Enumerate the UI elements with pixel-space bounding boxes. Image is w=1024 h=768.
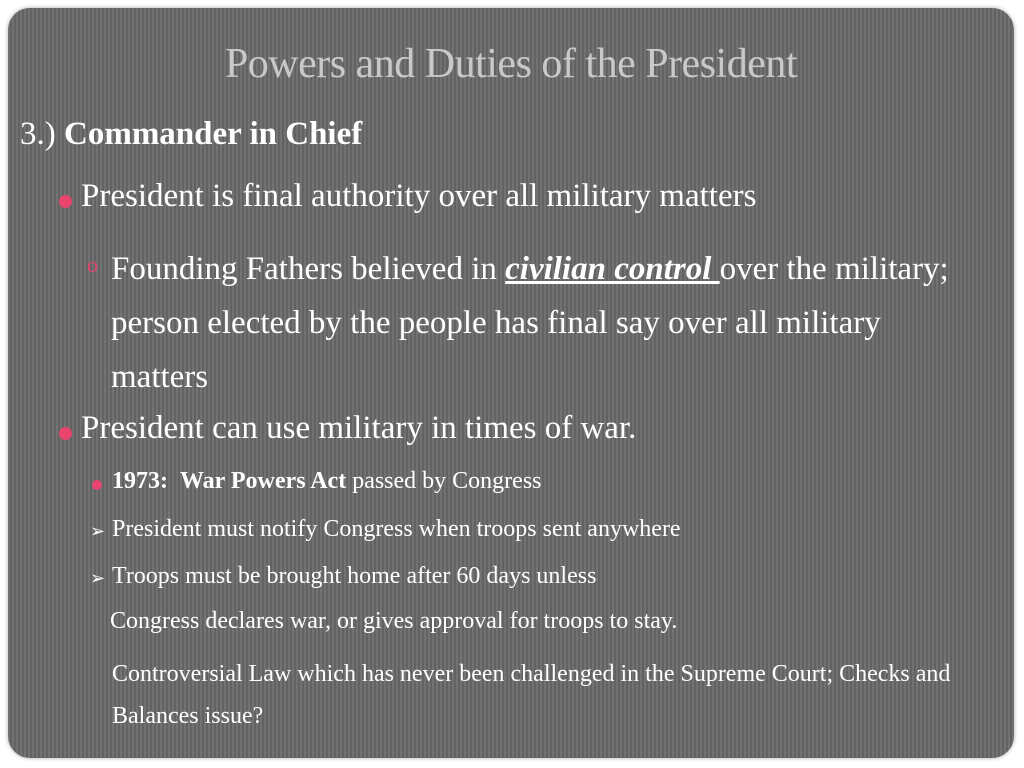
arrow-bullet-icon: ➢ [90,568,106,589]
section-number: 3.) [20,116,56,152]
section-heading [20,116,362,153]
slide [8,8,1014,758]
arrow-item-notify: President must notify Congress when troops sent anywhere [112,516,681,542]
bullet-dot-icon [59,427,72,440]
sub-bullet-civilian-control [111,242,971,404]
bullet-final-authority: President is final authority over all military matters [81,178,757,214]
bullet-times-of-war: President can use military in times of war. [81,410,637,446]
civilian-control-lead: Founding Fathers believed in [111,251,506,287]
arrow-item-sixty-days: Troops must be brought home after 60 days unless [112,563,597,589]
controversy-note: Controversial Law which has never been challenged in the Supreme Court; Checks and Balances issue? [112,661,951,729]
act-rest: passed by Congress [346,468,542,494]
civilian-control-term: civilian control [505,251,720,287]
arrow-bullet-icon: ➢ [90,521,106,542]
bullet-dot-icon [59,195,72,208]
continuation-text: Congress declares war, or gives approval for troops to stay. [110,608,678,634]
act-year: 1973: [112,468,168,494]
war-powers-act-line [112,468,542,495]
section-heading-text: Commander in Chief [64,116,363,152]
small-bullet-dot-icon [92,480,102,490]
act-name: War Powers Act [180,468,347,494]
slide-title: Powers and Duties of the President [224,41,798,87]
circle-bullet-icon: o [87,252,98,277]
civilian-control-rest: over the military; person elected by the people has final say over all military matters [111,251,949,395]
